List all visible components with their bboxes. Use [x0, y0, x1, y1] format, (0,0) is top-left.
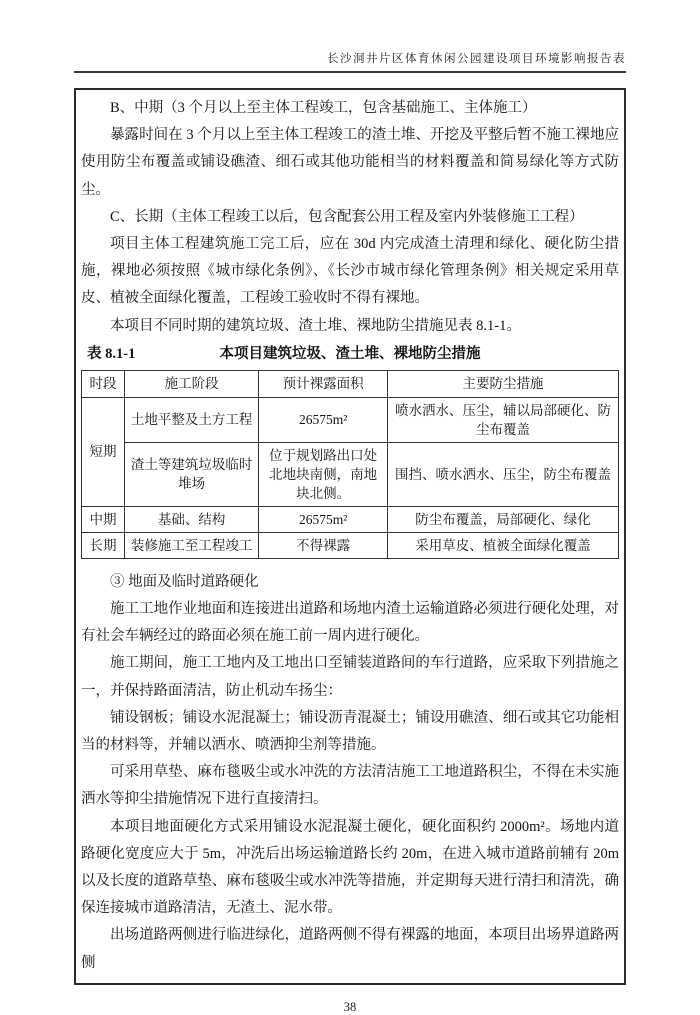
paragraph: 本项目不同时期的建筑垃圾、渣土堆、裸地防尘措施见表 8.1-1。 [110, 317, 521, 334]
content-box [74, 88, 626, 985]
column-header-stage: 施工阶段 [124, 370, 258, 397]
cell-period: 长期 [82, 532, 125, 558]
table-row [82, 442, 619, 506]
paragraph: 施工期间，施工工地内及工地出口至铺装道路间的车行道路，应采取下列措施之一，并保持路面清洁，防止机动车扬尘： [81, 655, 619, 699]
paragraph: 出场道路两侧进行临进绿化，道路两侧不得有裸露的地面，本项目出场界道路两侧 [81, 927, 619, 971]
paragraph: 项目主体工程建筑施工完工后，应在 30d 内完成渣土清理和绿化、硬化防尘措施，裸地必须按照《城市绿化条例》、《长沙市城市绿化管理条例》相关规定采用草皮、植被全面绿化覆盖，工程竣工验收时不得有裸地。 [81, 236, 619, 307]
paragraph: 可采用草垫、麻布毯吸尘或水冲洗的方法清洁施工工地道路积尘，不得在未实施洒水等抑尘措施情况下进行直接清扫。 [81, 764, 619, 808]
cell-measures: 喷水洒水、压尘，辅以局部硬化、防尘布覆盖 [388, 397, 619, 442]
cell-period: 中期 [82, 506, 125, 532]
paragraph: B、中期（3 个月以上至主体工程竣工，包含基础施工、主体施工） [110, 100, 537, 116]
column-header-area: 预计裸露面积 [259, 370, 388, 397]
page-number: 38 [343, 999, 357, 1014]
paragraph: 暴露时间在 3 个月以上至主体工程竣工的渣土堆、开挖及平整后暂不施工裸地应使用防尘布覆盖或铺设礁渣、细石或其他功能相当的材料覆盖和简易绿化等方式防尘。 [81, 127, 619, 198]
cell-measures: 采用草皮、植被全面绿化覆盖 [388, 532, 619, 558]
table-title: 本项目建筑垃圾、渣土堆、裸地防尘措施 [219, 345, 481, 362]
cell-stage: 基础、结构 [124, 506, 258, 532]
cell-stage: 土地平整及土方工程 [124, 397, 258, 442]
dust-control-table [81, 370, 619, 559]
table-row [82, 506, 619, 532]
paragraph: C、长期（主体工程竣工以后，包含配套公用工程及室内外装修施工工程） [110, 208, 584, 225]
paragraph: 铺设钢板；铺设水泥混凝土；铺设沥青混凝土；铺设用礁渣、细石或其它功能相当的材料等，并辅以洒水、喷洒抑尘剂等措施。 [81, 709, 619, 754]
table-caption [81, 341, 619, 368]
cell-area: 不得裸露 [259, 532, 388, 558]
document-header-title: 长沙洞井片区体育休闲公园建设项目环境影响报告表 [74, 50, 626, 73]
column-header-period: 时段 [82, 370, 125, 397]
table-header-row [82, 370, 619, 397]
cell-stage: 装修施工至工程竣工 [124, 532, 258, 558]
paragraph: 施工工地作业地面和连接进出道路和场地内渣土运输道路必须进行硬化处理，对有社会车辆经过的路面必须在施工前一周内进行硬化。 [81, 601, 619, 645]
section-heading: ③ 地面及临时道路硬化 [110, 573, 259, 590]
cell-area: 26575m² [259, 397, 388, 442]
cell-area: 位于规划路出口处北地块南侧，南地块北侧。 [259, 442, 388, 506]
table-row [82, 397, 619, 442]
cell-period: 短期 [82, 397, 125, 506]
cell-area: 26575m² [259, 506, 388, 532]
cell-stage: 渣土等建筑垃圾临时堆场 [124, 442, 258, 506]
table-label: 表 8.1-1 [87, 345, 136, 362]
paragraph: 本项目地面硬化方式采用铺设水泥混凝土硬化，硬化面积约 2000m²。场地内道路硬化宽度应大于 5m，冲洗后出场运输道路长约 20m，在进入城市道路前辅有 20m 以及长度的道路草垫、麻布毯吸尘或水冲洗等措施，并定期每天进行清扫和清洗，确保连接城市道路清洁，无渣土、泥水带。 [81, 818, 619, 917]
cell-measures: 防尘布覆盖，局部硬化、绿化 [388, 506, 619, 532]
column-header-measures: 主要防尘措施 [388, 370, 619, 397]
table-row [82, 532, 619, 558]
cell-measures: 围挡、喷水洒水、压尘，防尘布覆盖 [388, 442, 619, 506]
